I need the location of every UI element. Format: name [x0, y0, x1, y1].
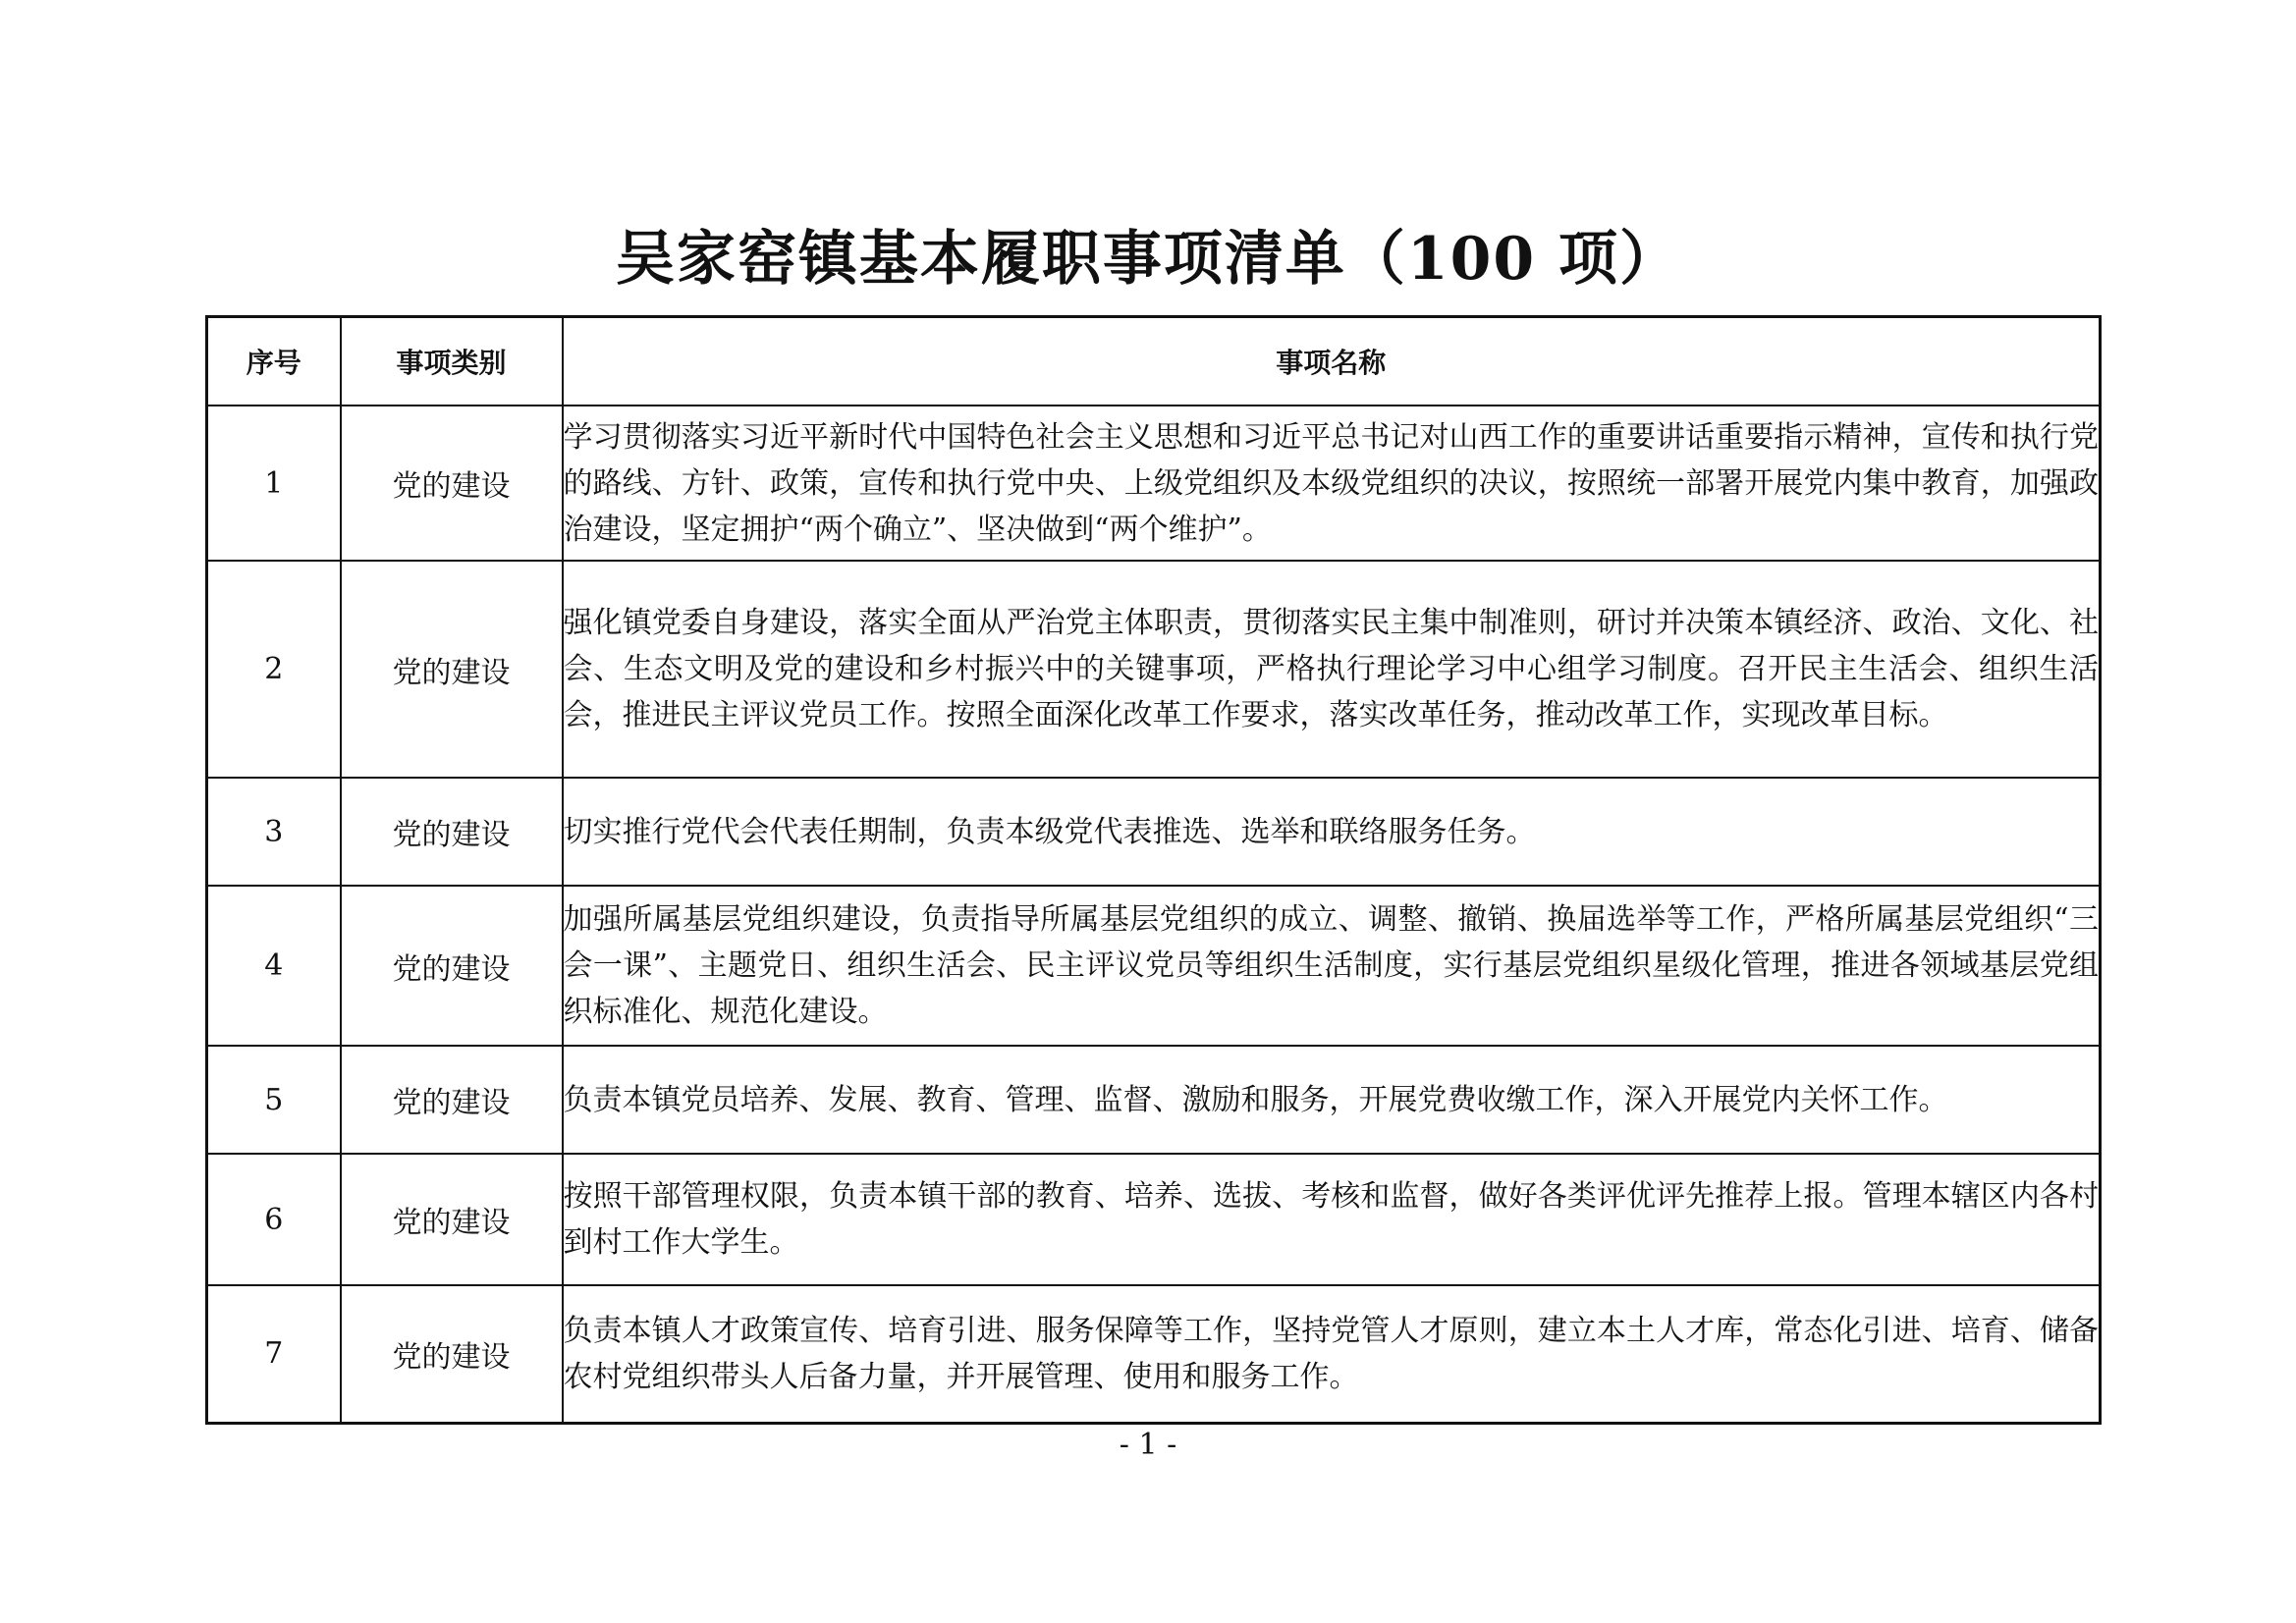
row-category: 党的建设: [341, 886, 563, 1046]
duty-items-table: [205, 315, 2102, 1425]
row-index: 4: [207, 886, 341, 1046]
row-index: 5: [207, 1046, 341, 1154]
row-category: 党的建设: [341, 1046, 563, 1154]
row-item-name: 学习贯彻落实习近平新时代中国特色社会主义思想和习近平总书记对山西工作的重要讲话重要指示精神，宣传和执行党的路线、方针、政策，宣传和执行党中央、上级党组织及本级党组织的决议，按照统一部署开展党内集中教育，加强政治建设，坚定拥护“两个确立”、坚决做到“两个维护”。: [563, 406, 2101, 561]
row-category: 党的建设: [341, 1154, 563, 1285]
table-row: [207, 406, 2101, 561]
row-item-name: 负责本镇人才政策宣传、培育引进、服务保障等工作，坚持党管人才原则，建立本土人才库，常态化引进、培育、储备农村党组织带头人后备力量，并开展管理、使用和服务工作。: [563, 1285, 2101, 1423]
row-index: 6: [207, 1154, 341, 1285]
row-item-name: 负责本镇党员培养、发展、教育、管理、监督、激励和服务，开展党费收缴工作，深入开展党内关怀工作。: [563, 1046, 2101, 1154]
row-index: 7: [207, 1285, 341, 1423]
row-item-name: 加强所属基层党组织建设，负责指导所属基层党组织的成立、调整、撤销、换届选举等工作，严格所属基层党组织“三会一课”、主题党日、组织生活会、民主评议党员等组织生活制度，实行基层党组织星级化管理，推进各领域基层党组织标准化、规范化建设。: [563, 886, 2101, 1046]
document-title: 吴家窑镇基本履职事项清单（100 项）: [615, 225, 1681, 294]
table-row: [207, 1154, 2101, 1285]
row-category: 党的建设: [341, 561, 563, 778]
header-index: 序号: [207, 317, 341, 406]
row-index: 1: [207, 406, 341, 561]
page-number: - 1 -: [1119, 1428, 1177, 1462]
table-row: [207, 778, 2101, 886]
table-row: [207, 886, 2101, 1046]
row-category: 党的建设: [341, 1285, 563, 1423]
header-category: 事项类别: [341, 317, 563, 406]
table-row: [207, 561, 2101, 778]
table-header-row: [207, 317, 2101, 406]
row-item-name: 切实推行党代会代表任期制，负责本级党代表推选、选举和联络服务任务。: [563, 778, 2101, 886]
row-category: 党的建设: [341, 406, 563, 561]
row-item-name: 强化镇党委自身建设，落实全面从严治党主体职责，贯彻落实民主集中制准则，研讨并决策本镇经济、政治、文化、社会、生态文明及党的建设和乡村振兴中的关键事项，严格执行理论学习中心组学习制度。召开民主生活会、组织生活会，推进民主评议党员工作。按照全面深化改革工作要求，落实改革任务，推动改革工作，实现改革目标。: [563, 561, 2101, 778]
row-item-name: 按照干部管理权限，负责本镇干部的教育、培养、选拔、考核和监督，做好各类评优评先推荐上报。管理本辖区内各村到村工作大学生。: [563, 1154, 2101, 1285]
row-index: 3: [207, 778, 341, 886]
table-row: [207, 1046, 2101, 1154]
header-name: 事项名称: [563, 317, 2101, 406]
table-row: [207, 1285, 2101, 1423]
row-category: 党的建设: [341, 778, 563, 886]
row-index: 2: [207, 561, 341, 778]
